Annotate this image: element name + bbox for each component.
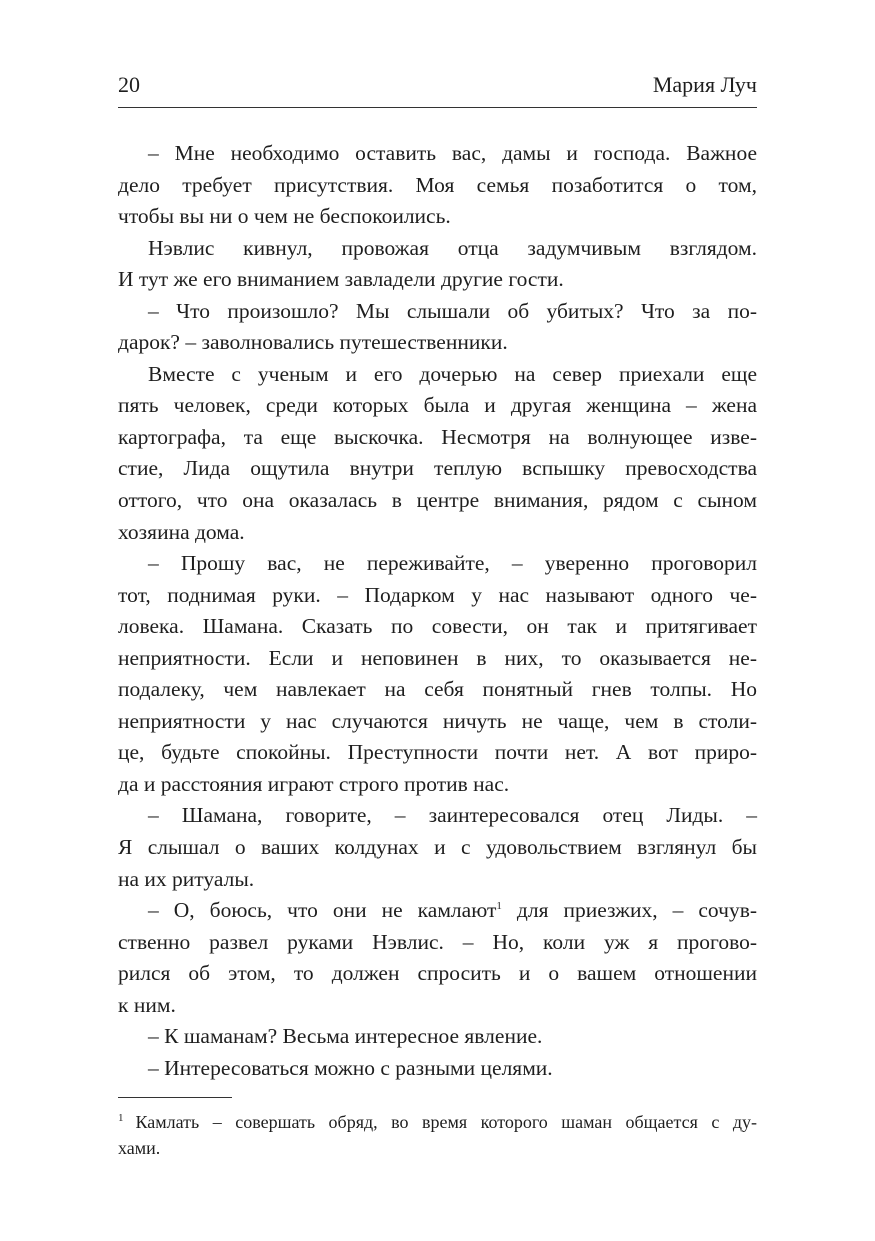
text-line: – Интересоваться можно с разными целями. xyxy=(148,1055,553,1080)
text-line: И тут же его вниманием завладели другие гости. xyxy=(118,267,564,292)
footnote xyxy=(118,1103,757,1163)
text-line: дело требует присутствия. Моя семья позаботится о том, xyxy=(118,172,757,197)
text-line: ственно развел руками Нэвлис. – Но, коли уж я прогово- xyxy=(118,929,757,954)
text-line: на их ритуалы. xyxy=(118,866,255,891)
text-line: неприятности. Если и неповинен в них, то оказывается не- xyxy=(118,645,757,670)
running-header-author: Мария Луч xyxy=(652,72,757,97)
text-line: ловека. Шамана. Сказать по совести, он так и притягивает xyxy=(118,614,757,639)
text-line: – Мне необходимо оставить вас, дамы и господа. Важное xyxy=(148,141,757,165)
text-line: – Шамана, говорите, – заинтересовался отец Лиды. – xyxy=(148,803,757,828)
text-line: картографа, та еще выскочка. Несмотря на волнующее изве- xyxy=(118,424,757,449)
text-line: чтобы вы ни о чем не беспокоились. xyxy=(118,204,451,229)
text-line xyxy=(118,895,757,927)
footnote-rule xyxy=(118,1097,232,1098)
header-rule xyxy=(118,107,757,108)
text-line: хозяина дома. xyxy=(118,519,245,544)
text-line: к ним. xyxy=(118,992,176,1017)
text-line: дарок? – заволновались путешественники. xyxy=(118,330,508,355)
text-line: да и расстояния играют строго против нас. xyxy=(118,771,510,796)
text-line: неприятности у нас случаются ничуть не чаще, чем в столи- xyxy=(118,708,757,733)
text-line: – К шаманам? Весьма интересное явление. xyxy=(148,1024,543,1049)
text-line: стие, Лида ощутила внутри теплую вспышку превосходства xyxy=(118,456,757,481)
text-fragment: для приезжих, – сочув- xyxy=(501,898,758,923)
text-line: пять человек, среди которых была и другая женщина – жена xyxy=(118,393,757,418)
page-number: 20 xyxy=(118,72,140,97)
footnote-reference: 1 xyxy=(496,900,502,913)
text-line: тот, поднимая руки. – Подарком у нас называют одного че- xyxy=(118,582,757,607)
text-line: подалеку, чем навлекает на себя понятный гнев толпы. Но xyxy=(118,677,757,702)
text-line: це, будьте спокойны. Преступности почти нет. А вот приро- xyxy=(118,740,757,765)
footnote-number: 1 xyxy=(118,1112,124,1124)
footnote-text: Камлать – совершать обряд, во время которого шаман общается с ду- xyxy=(135,1112,757,1132)
text-line: – Прошу вас, не переживайте, – уверенно проговорил xyxy=(148,551,757,576)
text-line: – Что произошло? Мы слышали об убитых? Что за по- xyxy=(148,298,757,323)
footnote-line: хами. xyxy=(118,1138,161,1158)
text-line: Вместе с ученым и его дочерью на север приехали еще xyxy=(148,361,757,386)
text-line: Я слышал о ваших колдунах и с удовольствием взглянул бы xyxy=(118,835,757,860)
text-line: рился об этом, то должен спросить и о вашем отношении xyxy=(118,961,757,986)
body-text xyxy=(118,138,757,1084)
footnote-line xyxy=(118,1103,757,1133)
text-fragment: – О, боюсь, что они не камлают xyxy=(148,898,497,923)
text-line: Нэвлис кивнул, провожая отца задумчивым взглядом. xyxy=(148,235,757,260)
text-line: оттого, что она оказалась в центре внимания, рядом с сыном xyxy=(118,488,757,513)
